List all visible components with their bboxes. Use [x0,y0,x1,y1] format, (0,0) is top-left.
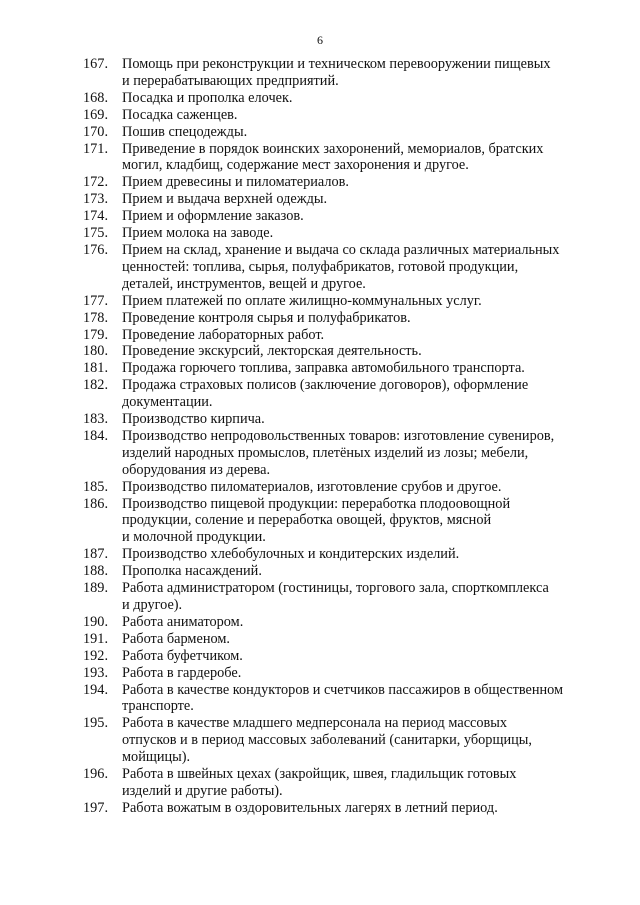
list-item [83,107,603,124]
item-text [122,141,603,175]
item-number: 190. [83,613,109,630]
item-number: 188. [83,563,109,580]
list-item [83,360,603,377]
item-number: 170. [83,123,109,140]
item-number: 177. [83,292,109,309]
item-text [122,648,603,665]
item-text [122,428,603,479]
item-text-line: Прием и выдача верхней одежды. [122,191,328,208]
item-text [122,225,603,242]
item-text [122,107,603,124]
item-text [122,310,603,327]
item-text-line: Работа администратором (гостиницы, торгового зала, спорткомплекса [122,580,549,597]
item-number: 187. [83,546,109,563]
item-number: 172. [83,174,109,191]
item-text-line: Приведение в порядок воинских захоронений, мемориалов, братских [122,140,544,157]
item-text [122,56,603,90]
item-text [122,208,603,225]
list-item [83,546,603,563]
item-number: 189. [83,580,109,597]
item-text-line: Продажа горючего топлива, заправка автомобильного транспорта. [122,360,525,377]
item-text-line: и другое). [122,597,183,613]
item-text-line: мойщицы). [122,749,191,766]
item-number: 196. [83,766,109,783]
item-text [122,327,603,344]
item-text-line: Прополка насаждений. [122,563,262,580]
item-number: 175. [83,225,109,242]
item-number: 183. [83,411,109,428]
item-text-line: Производство непродовольственных товаров: изготовление сувениров, [122,427,555,444]
item-number: 168. [83,89,109,106]
item-text-line: и перерабатывающих предприятий. [122,72,339,89]
item-text-line: Производство пищевой продукции: переработка плодоовощной [122,495,511,512]
item-number: 176. [83,241,109,258]
item-text-line: ценностей: топлива, сырья, полуфабрикатов, готовой продукции, [122,258,519,275]
item-text-line: и молочной продукции. [122,529,266,546]
item-text-line: изделий народных промыслов, плетёных изделий из лозы; мебели, [122,444,529,461]
item-text [122,682,603,716]
item-text [122,614,603,631]
item-text-line: Работа в швейных цехах (закройщик, швея, гладильщик готовых [122,766,517,783]
item-text-line: Производство хлебобулочных и кондитерских изделий. [122,546,460,563]
item-number: 179. [83,326,109,343]
item-number: 182. [83,377,109,394]
item-number: 181. [83,360,109,377]
item-text-line: Работа в качестве младшего медперсонала на период массовых [122,715,508,732]
item-text-line: Работа барменом. [122,630,230,647]
item-text-line: Производство кирпича. [122,411,265,428]
item-text-line: Прием и оформление заказов. [122,208,304,225]
item-text [122,343,603,360]
item-text-line: Прием платежей по оплате жилищно-коммунальных услуг. [122,292,482,309]
list-item [83,124,603,141]
item-text-line: Продажа страховых полисов (заключение договоров), оформление [122,377,529,394]
list-item [83,208,603,225]
list-item [83,563,603,580]
list-item [83,141,603,175]
item-text [122,580,603,614]
item-text-line: Посадка саженцев. [122,106,238,123]
list-item [83,428,603,479]
list-item [83,631,603,648]
list-item [83,614,603,631]
item-text-line: транспорте. [122,698,194,715]
item-text-line: Работа в гардеробе. [122,664,242,681]
item-number: 197. [83,799,109,816]
item-number: 171. [83,140,109,157]
list-item [83,174,603,191]
item-text-line: отпусков и в период массовых заболеваний (санитарки, уборщицы, [122,732,532,749]
item-text-line: изделий и другие работы). [122,782,283,799]
item-number: 174. [83,208,109,225]
item-text-line: Работа вожатым в оздоровительных лагерях в летний период. [122,799,498,816]
item-text-line: Прием древесины и пиломатериалов. [122,174,349,191]
item-text [122,496,603,547]
item-text [122,124,603,141]
item-text-line: могил, кладбищ, содержание мест захоронения и другое. [122,157,469,174]
item-text-line: Проведение лабораторных работ. [122,326,325,343]
item-text-line: Проведение экскурсий, лекторская деятельность. [122,343,422,360]
item-text [122,715,603,766]
item-text-line: продукции, соление и переработка овощей, фруктов, мясной [122,512,492,529]
list-item [83,682,603,716]
item-text [122,479,603,496]
item-text-line: Работа буфетчиком. [122,647,243,664]
item-number: 184. [83,427,109,444]
item-text [122,631,603,648]
list-item [83,377,603,411]
list-item [83,56,603,90]
item-number: 178. [83,309,109,326]
item-number: 185. [83,478,109,495]
item-text [122,563,603,580]
item-number: 167. [83,56,109,72]
item-number: 173. [83,191,109,208]
list-item [83,766,603,800]
item-number: 193. [83,664,109,681]
numbered-list [83,56,603,817]
item-number: 194. [83,681,109,698]
item-text-line: деталей, инструментов, вещей и другое. [122,275,366,292]
list-item [83,225,603,242]
item-text-line: Пошив спецодежды. [122,123,248,140]
item-number: 186. [83,495,109,512]
list-item [83,411,603,428]
list-item [83,800,603,817]
item-number: 180. [83,343,109,360]
item-text-line: оборудования из дерева. [122,461,271,478]
item-text-line: Проведение контроля сырья и полуфабрикатов. [122,309,411,326]
list-item [83,242,603,293]
list-item [83,496,603,547]
list-item [83,648,603,665]
list-item [83,310,603,327]
item-number: 195. [83,715,109,732]
item-text [122,242,603,293]
list-item [83,665,603,682]
list-item [83,715,603,766]
item-text [122,546,603,563]
list-item [83,327,603,344]
list-item [83,479,603,496]
item-text [122,665,603,682]
item-number: 192. [83,647,109,664]
item-text-line: Прием молока на заводе. [122,225,274,242]
item-number: 169. [83,106,109,123]
item-text-line: Прием на склад, хранение и выдача со склада различных материальных [122,241,560,258]
item-text-line: документации. [122,394,213,411]
list-item [83,580,603,614]
item-text-line: Работа аниматором. [122,613,244,630]
item-text-line: Работа в качестве кондукторов и счетчиков пассажиров в общественном [122,681,564,698]
item-text [122,411,603,428]
list-item [83,343,603,360]
item-text [122,377,603,411]
item-text [122,174,603,191]
page-number: 6 [317,33,323,47]
item-number: 191. [83,630,109,647]
list-item [83,293,603,310]
item-text [122,293,603,310]
item-text-line: Производство пиломатериалов, изготовление срубов и другое. [122,478,502,495]
item-text-line: Помощь при реконструкции и техническом перевооружении пищевых [122,56,551,72]
item-text [122,191,603,208]
list-item [83,90,603,107]
item-text [122,360,603,377]
item-text [122,800,603,817]
item-text-line: Посадка и прополка елочек. [122,89,293,106]
item-text [122,766,603,800]
list-item [83,191,603,208]
item-text [122,90,603,107]
